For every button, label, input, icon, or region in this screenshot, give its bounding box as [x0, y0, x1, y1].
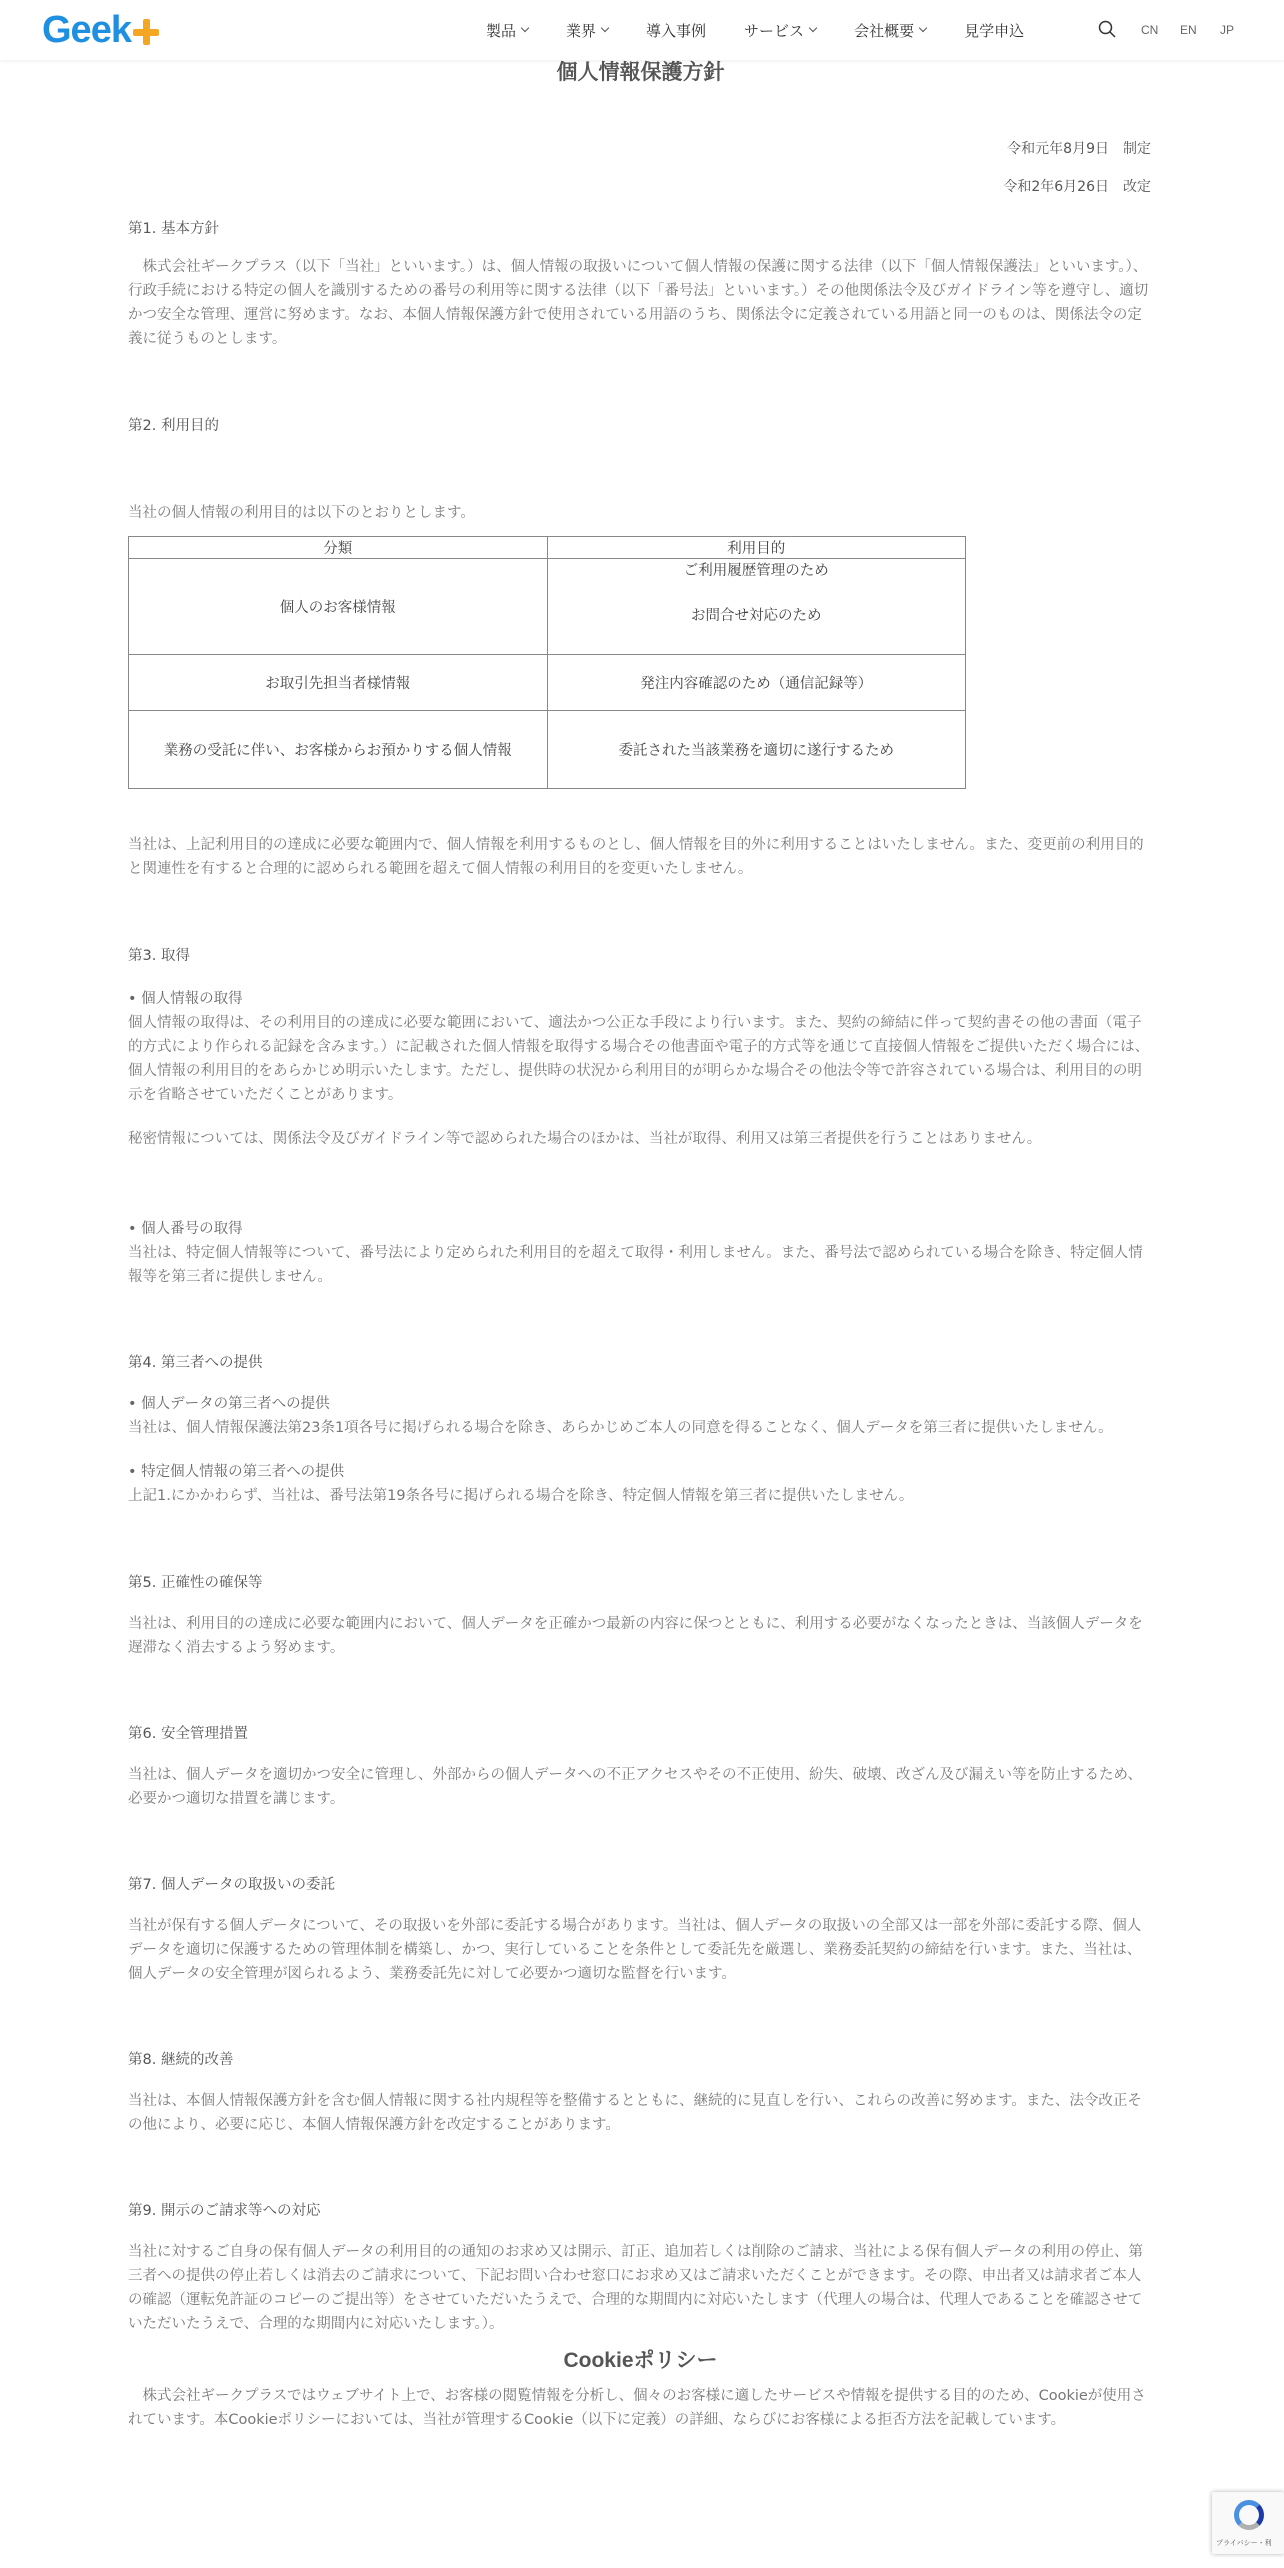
nav-visit-request[interactable] [964, 20, 1024, 41]
chevron-down-icon [521, 24, 529, 32]
section-9-heading: 第9. 開示のご請求等への対応 [128, 2203, 321, 2219]
section-3-heading: 第3. 取得 [128, 948, 190, 964]
section-2-heading: 第2. 利用目的 [128, 418, 219, 434]
section-2-after: 当社は、上記利用目的の達成に必要な範囲内で、個人情報を利用するものとし、個人情報を目的外に利用することはいたしません。また、変更前の利用目的と関連性を有すると合理的に認められる範囲を超えて個人情報の利用目的を変更いたしません。 [128, 837, 1144, 877]
section-7-body: 当社が保有する個人データについて、その取扱いを外部に委託する場合があります。当社は、個人データの取扱いの全部又は一部を外部に委託する際、個人データを適切に保護するための管理体制を構築し、かつ、実行していることを条件として委託先を厳選し、業務委託契約の締結を行います。また、当社は、個人データの安全管理が図られるよう、業務委託先に対して必要かつ適切な監督を行います。 [128, 1918, 1142, 1982]
nav-case-studies[interactable] [646, 20, 706, 41]
section-8-heading: 第8. 継続的改善 [128, 2052, 234, 2068]
recaptcha-privacy-link[interactable]: プライバシー・利 [1216, 2539, 1272, 2547]
purpose-table [128, 536, 966, 789]
nav-visit-request-label: 見学申込 [964, 21, 1025, 40]
table-row [129, 711, 966, 789]
table-header-category: 分類 [129, 537, 548, 559]
policy-content [128, 56, 1153, 2432]
section-4-bullet-1-title: • 個人データの第三者への提供 [128, 1396, 330, 1412]
nav-products[interactable] [486, 20, 528, 41]
section-3-bullet-2-body: 当社は、特定個人情報等について、番号法により定められた利用目的を超えて取得・利用しません。また、番号法で認められている場合を除き、特定個人情報等を第三者に提供しません。 [128, 1245, 1143, 1285]
table-cell-purpose: 委託された当該業務を適切に遂行するため [547, 711, 966, 789]
section-4-bullet-2-title: • 特定個人情報の第三者への提供 [128, 1464, 345, 1480]
established-date: 令和元年8月9日 制定 [1007, 141, 1151, 157]
nav-services[interactable] [744, 20, 816, 41]
section-4-bullet-2-body: 上記1.にかかわらず、当社は、番号法第19条各号に掲げられる場合を除き、特定個人情報を第三者に提供いたしません。 [128, 1488, 914, 1504]
cookie-policy-body: 株式会社ギークプラスではウェブサイト上で、お客様の閲覧情報を分析し、個々のお客様に適したサービスや情報を提供する目的のため、Cookieが使用されています。本Cookieポリシーにおいては、当社が管理するCookie（以下に定義）の詳細、ならびにお客様による拒否方法を記載しています。 [128, 2388, 1146, 2428]
section-5-heading: 第5. 正確性の確保等 [128, 1575, 263, 1591]
chevron-down-icon [809, 24, 817, 32]
chevron-down-icon [919, 24, 927, 32]
table-cell-purpose: 発注内容確認のため（通信記録等） [547, 655, 966, 711]
lang-jp[interactable]: JP [1220, 23, 1235, 37]
section-6-body: 当社は、個人データを適切かつ安全に管理し、外部からの個人データへの不正アクセスやその不正使用、紛失、破壊、改ざん及び漏えい等を防止するため、必要かつ適切な措置を講じます。 [128, 1767, 1142, 1807]
section-2-intro: 当社の個人情報の利用目的は以下のとおりとします。 [128, 505, 475, 521]
table-cell-category: 業務の受託に伴い、お客様からお預かりする個人情報 [129, 711, 548, 789]
table-header-purpose: 利用目的 [547, 537, 966, 559]
section-3-bullet-1-title: • 個人情報の取得 [128, 991, 243, 1007]
site-header [0, 0, 1284, 60]
nav-company[interactable] [854, 20, 926, 41]
table-cell-purpose [547, 559, 966, 655]
table-cell-category: お取引先担当者様情報 [129, 655, 548, 711]
section-3-secret-info: 秘密情報については、関係法令及びガイドライン等で認められた場合のほかは、当社が取得、利用又は第三者提供を行うことはありません。 [128, 1131, 1042, 1147]
logo-text: Geek [42, 9, 131, 51]
search-icon[interactable] [1098, 20, 1116, 38]
page-title: 個人情報保護方針 [556, 60, 725, 84]
section-6-heading: 第6. 安全管理措置 [128, 1726, 248, 1742]
section-7-heading: 第7. 個人データの取扱いの委託 [128, 1877, 335, 1893]
section-3-bullet-1-body: 個人情報の取得は、その利用目的の達成に必要な範囲において、適法かつ公正な手段により行います。また、契約の締結に伴って契約書その他の書面（電子的方式により作られる記録を含みます。）に記載された個人情報を取得する場合その他書面や電子的方式等を通じて直接個人情報をご提供いただく場合には、個人情報の利用目的をあらかじめ明示いたします。ただし、提供時の状況から利用目的が明らかな場合その他法令等で許容されている場合は、利用目的の明示を省略させていただくことがあります。 [128, 1015, 1150, 1103]
nav-products-label: 製品 [486, 21, 517, 40]
recaptcha-icon [1234, 2500, 1264, 2530]
nav-industries-label: 業界 [566, 21, 597, 40]
geekplus-logo[interactable] [42, 10, 159, 50]
section-4-bullet-1-body: 当社は、個人情報保護法第23条1項各号に掲げられる場合を除き、あらかじめご本人の同意を得ることなく、個人データを第三者に提供いたしません。 [128, 1420, 1113, 1436]
logo-plus-icon [133, 19, 159, 45]
table-row [129, 559, 966, 655]
lang-en[interactable]: EN [1180, 23, 1197, 37]
main-nav [486, 0, 1062, 60]
section-8-body: 当社は、本個人情報保護方針を含む個人情報に関する社内規程等を整備するとともに、継続的に見直しを行い、これらの改善に努めます。また、法令改正その他により、必要に応じ、本個人情報保護方針を改定することがあります。 [128, 2093, 1142, 2133]
section-3-bullet-2-title: • 個人番号の取得 [128, 1221, 243, 1237]
table-row [129, 655, 966, 711]
chevron-down-icon [601, 24, 609, 32]
purpose-line: お問合せ対応のため [691, 607, 822, 624]
cookie-policy-title: Cookieポリシー [563, 2349, 718, 2372]
lang-cn[interactable]: CN [1141, 23, 1159, 37]
purpose-line: ご利用履歴管理のため [683, 562, 829, 579]
section-9-body: 当社に対するご自身の保有個人データの利用目的の通知のお求め又は開示、訂正、追加若しくは削除のご請求、当社による保有個人データの利用の停止、第三者への提供の停止若しくは消去のご請求について、下記お問い合わせ窓口にお求め又はご請求いただくことができます。その際、申出者又は請求者ご本人の確認（運転免許証のコピーのご提出等）をさせていただいたうえで、合理的な期間内に対応いたします（代理人の場合は、代理人であることを確認させていただいたうえで、合理的な期間内に対応いたします。）。 [128, 2244, 1143, 2332]
nav-services-label: サービス [744, 21, 805, 40]
nav-company-label: 会社概要 [854, 21, 915, 40]
section-4-heading: 第4. 第三者への提供 [128, 1355, 263, 1371]
table-header-row [129, 537, 966, 559]
nav-industries[interactable] [566, 20, 608, 41]
table-cell-category: 個人のお客様情報 [129, 559, 548, 655]
nav-case-studies-label: 導入事例 [646, 21, 707, 40]
revised-date: 令和2年6月26日 改定 [1003, 179, 1151, 195]
section-5-body: 当社は、利用目的の達成に必要な範囲内において、個人データを正確かつ最新の内容に保つとともに、利用する必要がなくなったときは、当該個人データを遅滞なく消去するよう努めます。 [128, 1616, 1143, 1656]
recaptcha-badge[interactable] [1212, 2492, 1284, 2554]
section-1-body: 株式会社ギークプラス（以下「当社」といいます。）は、個人情報の取扱いについて個人情報の保護に関する法律（以下「個人情報保護法」といいます。）、行政手続における特定の個人を識別するための番号の利用等に関する法律（以下「番号法」といいます。）その他関係法令及びガイドライン等を遵守し、適切かつ安全な管理、運営に努めます。なお、本個人情報保護方針で使用されている用語のうち、関係法令に定義されている用語と同一のものは、関係法令の定義に従うものとします。 [128, 259, 1149, 347]
section-1-heading: 第1. 基本方針 [128, 221, 219, 237]
